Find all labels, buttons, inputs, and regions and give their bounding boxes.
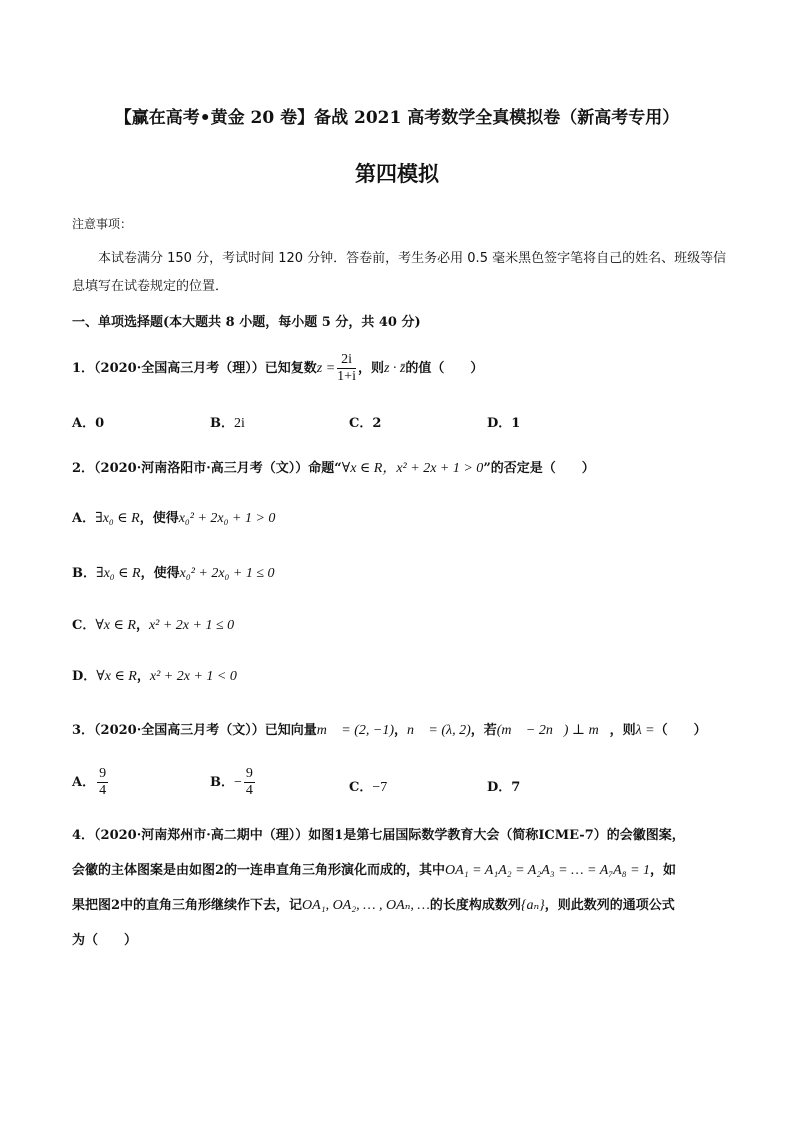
q2-prefix: 2．（2020·河南洛阳市·高三月考（文））命题“: [72, 461, 342, 476]
q1-mid: ，则: [357, 361, 384, 376]
option-math: x₀² + 2x₀ + 1 ≤ 0: [179, 566, 275, 581]
q4-math: OA₁ = A₁A₂ = A₂A₃ = … = A₇A₈ = 1: [445, 863, 651, 878]
q1-fraction: [337, 352, 356, 385]
q3-vector-m: m⃗ = (2, −1): [316, 723, 394, 738]
option-value: 2: [372, 416, 382, 431]
q2-option-b: [72, 562, 275, 582]
option-label: B．: [210, 775, 234, 790]
q1-lhs: z =: [316, 361, 336, 376]
question-3: [72, 719, 707, 739]
q3-mid: ，若: [470, 723, 497, 738]
q4-line-4: 为（ ）: [72, 933, 138, 948]
option-math: ∀x ∈ R: [95, 618, 136, 633]
option-value: 2i: [234, 416, 245, 431]
frac-num: 9: [99, 766, 107, 781]
q1-expr: z · z̄: [383, 361, 406, 376]
q4-text: 果把图2中的直角三角形继续作下去，记: [72, 898, 303, 913]
question-1: [72, 352, 483, 385]
q1-frac-den: 1+i: [337, 369, 356, 384]
option-label: D．: [487, 780, 512, 795]
option-text: ，使得: [139, 511, 179, 526]
q2-suffix: ”的否定是（ ）: [483, 461, 595, 476]
q3-suffix: （ ）: [654, 723, 707, 738]
q3-prefix: 3．（2020·全国高三月考（文））已知向量: [72, 723, 317, 738]
option-value: 7: [511, 780, 521, 795]
option-value: 1: [511, 416, 521, 431]
q4-math: OA₁, OA₂, … , OAₙ, …: [302, 898, 430, 913]
q1-option-c: [349, 412, 381, 431]
option-math: ∃x₀ ∈ R: [95, 511, 140, 526]
q3-then: ，则: [609, 723, 636, 738]
option-label: C．: [349, 780, 373, 795]
q2-option-a: [72, 507, 275, 527]
q4-text: 的长度构成数列: [429, 898, 521, 913]
q1-suffix: 的值（ ）: [405, 361, 484, 376]
option-label: B．: [210, 416, 234, 431]
option-label: A．: [72, 511, 96, 526]
q4-line-1: 4．（2020·河南郑州市·高二期中（理））如图1是第七届国际数学教育大会（简称ICME-7）的会徽图案，: [72, 828, 685, 843]
option-value: 0: [95, 416, 105, 431]
option-fraction: [244, 766, 255, 799]
option-sign: −: [234, 775, 242, 790]
frac-den: 4: [245, 783, 253, 798]
option-text: ，使得: [140, 566, 180, 581]
q4-text: ，则此数列的通项公式: [544, 898, 675, 913]
option-text: ，: [135, 618, 149, 633]
option-label: A．: [72, 416, 96, 431]
option-label: C．: [349, 416, 373, 431]
q1-option-b: [210, 412, 245, 432]
q1-prefix: 1．（2020·全国高三月考（理））已知复数: [72, 361, 317, 376]
notice-text: 本试卷满分 150 分，考试时间 120 分钟．答卷前，考生务必用 0.5 毫米黑色签字笔将自己的姓名、班级等信息填写在试卷规定的位置．: [72, 251, 727, 294]
q2-option-d: [72, 665, 237, 685]
q3-condition: (m⃗ − 2n⃗) ⊥ m⃗: [496, 723, 610, 738]
option-label: B．: [72, 566, 96, 581]
frac-num: 9: [245, 766, 253, 781]
frac-den: 4: [99, 783, 107, 798]
q3-option-b: [210, 766, 257, 799]
q3-lambda: λ =: [635, 723, 655, 738]
question-4: [72, 818, 724, 958]
q3-option-c: [349, 776, 387, 796]
option-value: −7: [372, 780, 388, 795]
exam-title: 【赢在高考•黄金 20 卷】备战 2021 高考数学全真模拟卷（新高考专用）: [114, 108, 680, 128]
option-label: C．: [72, 618, 96, 633]
option-math: x₀² + 2x₀ + 1 > 0: [178, 511, 276, 526]
exam-subtitle: 第四模拟: [355, 161, 439, 186]
q4-text: 会徽的主体图案是由如图2的一连串直角三角形演化而成的，其中: [72, 863, 446, 878]
q3-separator: ，: [393, 723, 407, 738]
q1-option-d: [487, 412, 520, 431]
option-fraction: [97, 766, 108, 799]
notice-label: 注意事项：: [72, 217, 133, 231]
q2-option-c: [72, 614, 234, 634]
option-label: D．: [487, 416, 512, 431]
q4-text: ，如: [650, 863, 677, 878]
option-text: ，: [136, 669, 150, 684]
q4-sequence: {aₙ}: [520, 898, 545, 913]
q3-option-d: [487, 776, 520, 795]
option-math: ∃x₀ ∈ R: [96, 566, 141, 581]
option-math: x² + 2x + 1 < 0: [149, 669, 237, 684]
q3-vector-n: n⃗ = (λ, 2): [407, 723, 471, 738]
q4-line-2: [72, 853, 724, 888]
option-label: A．: [72, 775, 96, 790]
q1-frac-num: 2i: [337, 352, 356, 369]
q4-line-3: [72, 888, 724, 923]
section-heading: 一、单项选择题(本大题共 8 小题，每小题 5 分，共 40 分): [72, 315, 421, 330]
q1-option-a: [72, 412, 104, 431]
option-label: D．: [72, 669, 97, 684]
q3-option-a: [72, 766, 110, 799]
q2-statement: ∀x ∈ R，x² + 2x + 1 > 0: [341, 461, 484, 476]
option-math: ∀x ∈ R: [96, 669, 137, 684]
option-math: x² + 2x + 1 ≤ 0: [148, 618, 235, 633]
question-2: [72, 457, 595, 477]
